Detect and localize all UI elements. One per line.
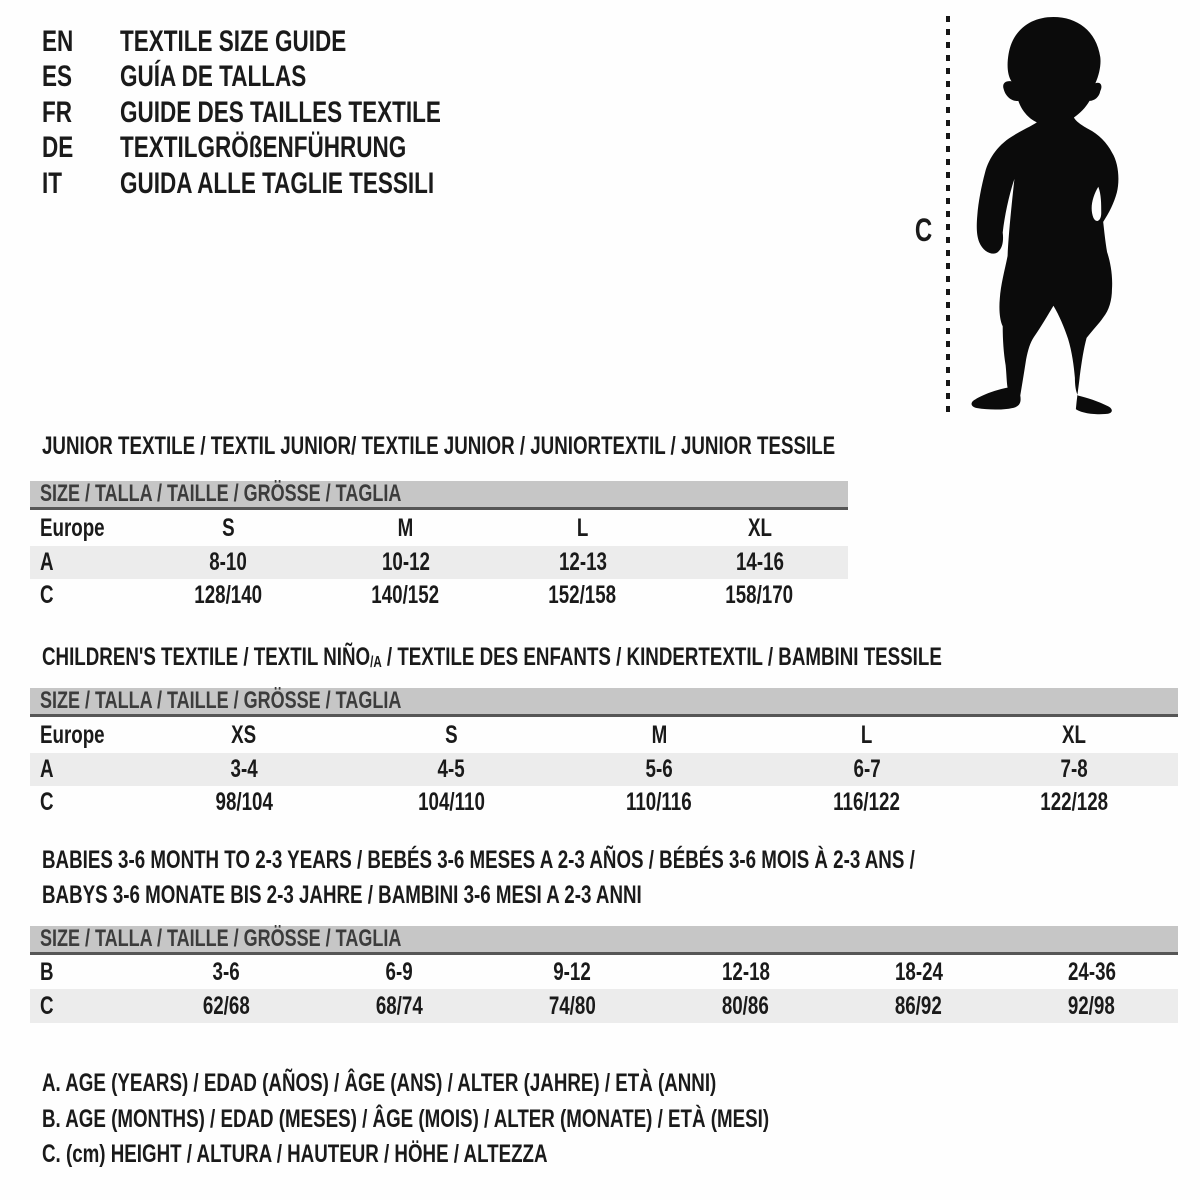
- language-guide-title: GUÍA DE TALLAS: [120, 60, 307, 94]
- table-cell: 86/92: [895, 991, 942, 1020]
- height-measure-dashed-line: [946, 16, 950, 416]
- junior-section-title: JUNIOR TEXTILE / TEXTIL JUNIOR/ TEXTILE JUNIOR / JUNIORTEXTIL / JUNIOR TESSILE: [42, 432, 836, 460]
- table-cell: 10-12: [381, 548, 430, 576]
- legend-line-b: B. AGE (MONTHS) / EDAD (MESES) / ÂGE (MOIS) / ALTER (MONATE) / ETÀ (MESI): [42, 1104, 770, 1133]
- table-cell: 104/110: [418, 788, 485, 816]
- babies-section-title-line2: BABYS 3-6 MONATE BIS 2-3 JAHRE / BAMBINI 3-6 MESI A 2-3 ANNI: [42, 881, 642, 909]
- nino-a-subscript: /A: [370, 653, 382, 671]
- size-col-label: XL: [747, 513, 772, 542]
- language-row-it: [42, 166, 548, 202]
- legend-line-a: A. AGE (YEARS) / EDAD (AÑOS) / ÂGE (ANS) / ALTER (JAHRE) / ETÀ (ANNI): [42, 1069, 717, 1098]
- table-cell: 128/140: [194, 581, 263, 609]
- language-code: EN: [42, 24, 74, 58]
- language-row-fr: [42, 95, 548, 131]
- table-cell: 6-7: [853, 755, 881, 783]
- size-col-label: M: [651, 720, 667, 749]
- language-guide-title: TEXTILE SIZE GUIDE: [120, 24, 347, 58]
- table-row: [30, 546, 848, 579]
- table-row: [30, 989, 1178, 1023]
- table-cell: 3-6: [212, 957, 241, 986]
- language-row-de: [42, 131, 548, 167]
- table-cell: 12-13: [558, 548, 607, 576]
- babies-section-title-line1: BABIES 3-6 MONTH TO 2-3 YEARS / BEBÉS 3-6 MESES A 2-3 AÑOS / BÉBÉS 3-6 MOIS À 2-3 ANS /: [42, 846, 915, 874]
- size-col-label: L: [860, 720, 873, 749]
- children-section-title: CHILDREN'S TEXTILE / TEXTIL NIÑO/A / TEXTILE DES ENFANTS / KINDERTEXTIL / BAMBINI TESSILE: [42, 643, 942, 671]
- row-label: C: [40, 788, 54, 816]
- table-cell: 24-36: [1067, 957, 1116, 986]
- table-cell: 18-24: [894, 957, 943, 986]
- table-cell: 98/104: [215, 788, 273, 816]
- language-row-es: [42, 60, 548, 96]
- measurement-legend: [42, 1066, 1011, 1173]
- size-col-label: S: [222, 513, 235, 542]
- table-row: [30, 579, 848, 612]
- language-code: IT: [42, 166, 63, 200]
- table-cell: 4-5: [437, 755, 465, 783]
- table-cell: 6-9: [385, 957, 414, 986]
- size-col-label: M: [397, 513, 414, 542]
- language-code: ES: [42, 60, 73, 94]
- region-label: Europe: [40, 720, 105, 749]
- table-row: [30, 786, 1178, 819]
- table-cell: 7-8: [1060, 755, 1088, 783]
- language-guide-title: GUIDA ALLE TAGLIE TESSILI: [120, 166, 435, 200]
- table-cell: 62/68: [203, 991, 250, 1020]
- size-col-label: XL: [1062, 720, 1087, 749]
- table-cell: 158/170: [725, 581, 794, 609]
- table-cell: 74/80: [549, 991, 596, 1020]
- size-bar-header: SIZE / TALLA / TAILLE / GRÖSSE / TAGLIA: [30, 688, 1178, 717]
- row-label: A: [40, 548, 54, 576]
- toddler-silhouette-icon: [963, 15, 1139, 415]
- table-cell: 14-16: [735, 548, 784, 576]
- table-header-row: [30, 510, 848, 546]
- table-cell: 92/98: [1068, 991, 1115, 1020]
- table-cell: 116/122: [833, 788, 900, 816]
- table-cell: 9-12: [553, 957, 592, 986]
- table-cell: 3-4: [230, 755, 258, 783]
- size-col-label: S: [445, 720, 458, 749]
- region-label: Europe: [40, 513, 105, 542]
- row-label: A: [40, 755, 54, 783]
- table-row: [30, 955, 1178, 989]
- table-cell: 110/116: [626, 788, 692, 816]
- size-col-label: L: [576, 513, 589, 542]
- language-code: DE: [42, 131, 74, 165]
- children-size-table: [30, 688, 1178, 819]
- language-code: FR: [42, 95, 72, 129]
- language-guide-title: GUIDE DES TAILLES TEXTILE: [120, 95, 441, 129]
- table-cell: 152/158: [548, 581, 617, 609]
- table-cell: 12-18: [721, 957, 770, 986]
- row-label: C: [40, 581, 54, 609]
- table-cell: 5-6: [645, 755, 673, 783]
- size-bar-header: SIZE / TALLA / TAILLE / GRÖSSE / TAGLIA: [30, 481, 848, 510]
- row-label: B: [40, 957, 54, 986]
- size-bar-header: SIZE / TALLA / TAILLE / GRÖSSE / TAGLIA: [30, 926, 1178, 955]
- table-header-row: [30, 717, 1178, 753]
- table-cell: 140/152: [371, 581, 440, 609]
- row-label: C: [40, 991, 54, 1020]
- table-cell: 68/74: [376, 991, 423, 1020]
- table-cell: 122/128: [1040, 788, 1109, 816]
- table-row: [30, 753, 1178, 786]
- table-cell: 8-10: [209, 548, 248, 576]
- table-cell: 80/86: [722, 991, 769, 1020]
- language-row-en: [42, 24, 548, 60]
- size-col-label: XS: [231, 720, 257, 749]
- junior-size-table: [30, 481, 848, 612]
- height-marker-label: C: [914, 212, 933, 248]
- language-title-list: [42, 24, 548, 202]
- language-guide-title: TEXTILGRÖßENFÜHRUNG: [120, 131, 407, 165]
- babies-size-table: [30, 926, 1178, 1023]
- legend-line-c: C. (cm) HEIGHT / ALTURA / HAUTEUR / HÖHE / ALTEZZA: [42, 1140, 548, 1169]
